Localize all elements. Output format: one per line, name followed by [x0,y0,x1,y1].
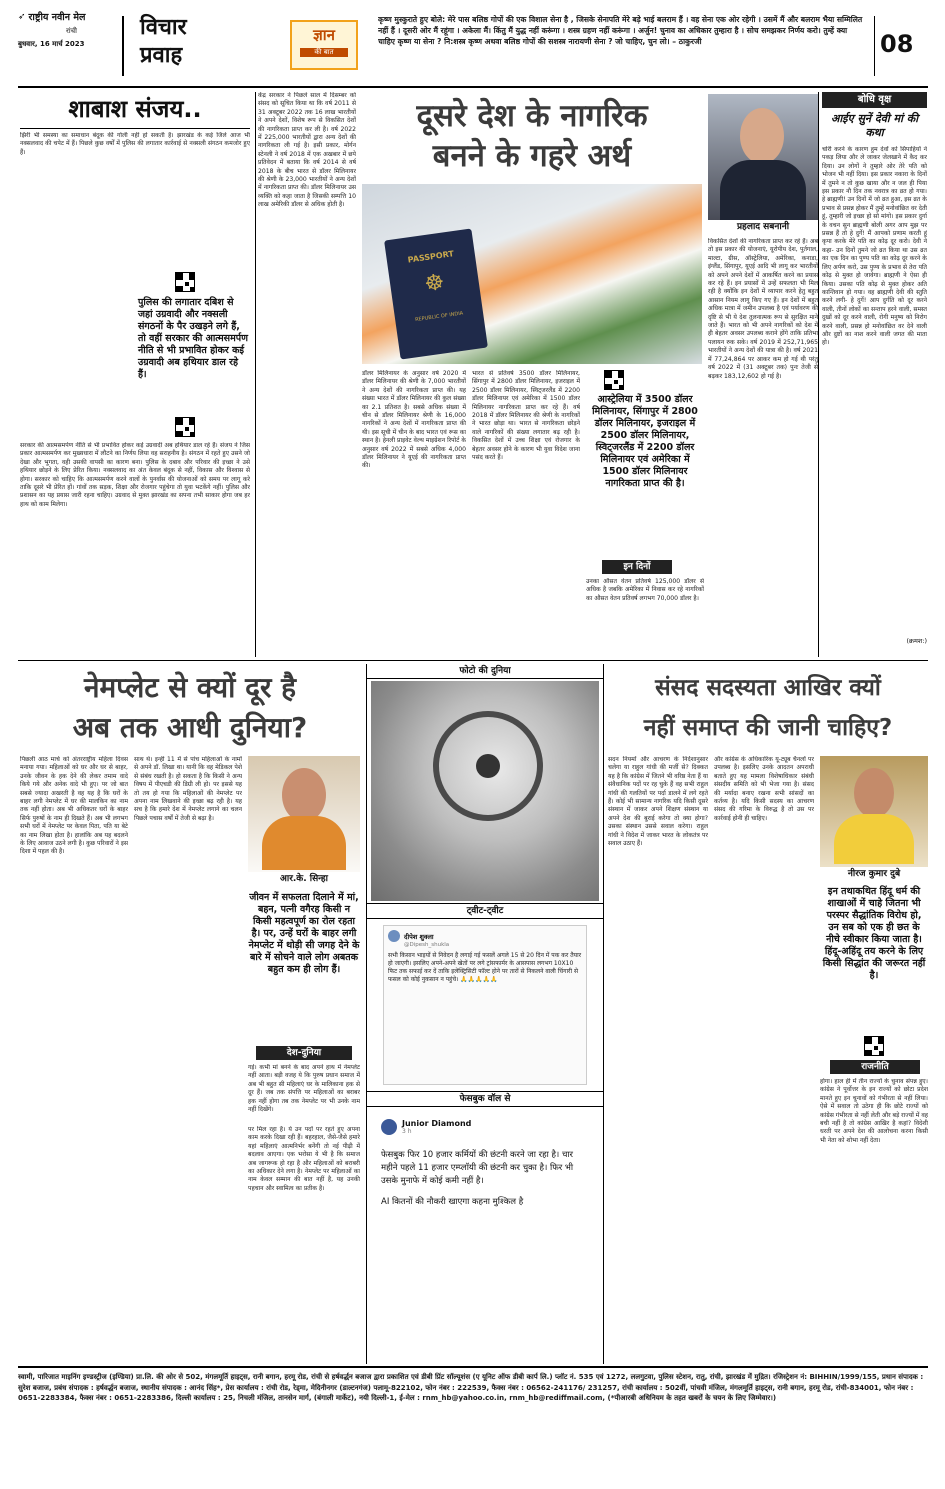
footer-rule [18,1366,928,1368]
rajneeti-label: राजनीति [830,1060,920,1074]
paper-logo [18,10,123,49]
tweet-card [383,925,587,1085]
tweet-handle: @Dipesh_shukla [404,942,450,948]
author-name-3: नीरज कुमार दुबे [820,867,928,881]
bird-icon: ➶ [18,11,26,22]
masthead-rule [18,86,928,88]
desh-duniya-label: देश-दुनिया [256,1046,352,1060]
gyan-badge [290,20,358,70]
author-photo-3 [820,756,928,881]
author-face-2 [282,768,326,822]
qr-code-2 [175,417,195,437]
bodh-continued: (क्रमश:) [906,637,927,645]
bodh-label: बोधि वृक्ष [822,92,927,108]
imprint-footer: स्वामी, पारिजात माइनिंग इण्डस्ट्रीज (इण्डिया) प्रा.लि. की ओर से 502, मंगलमूर्ति हाइट्स, रानी बगान, हरमू रोड, रांची से हर्षवर्द्धन बजाज द्वारा प्रकाशित एवं डीबी प्रिंट सॉल्यूशंस (ए यूनिट ऑफ डीबी कार्प लि.) प्लॉट नं. 535 एवं 1272, ललगुटवा, पुलिस स्टेशन, रातु, रांची, झारखंड में मुद्रित। रजिस्ट्रेशन नं: BIHHIN/1999/155, प्रधान संपादक : सुरेश बजाज, प्रबंध संपादक : हर्षवर्द्धन बजाज, स्थानीय संपादक : आनंद सिंह*, प्रेस कार्यालय : रांची रोड, रेड्मा, मेदिनीनगर (डाल्टनगंज) पलामू-822102, फोन नंबर : 222539, फैक्स नंबर : 06562-241176/ 231257, रांची कार्यालय : 502वीं, पांचवी मंजिल, मंगलमूर्ति हाइट्स, रानी बगान, हरमू रोड, रांची-834001, फोन नंबर : 0651-2283384, फैक्स नंबर : 0651-2283386, दिल्ली कार्यालय : 25, निचली मंजिल, तानसेन मार्ग, (बंगाली मार्केट), नयी दिल्ली-1, ई-मेल : rnm_hb@yahoo.co.in, rnm_hb@rediffmail.com, (*पीआरबी अधिनियम के तहत खबरों के चयन के लिए जिम्मेवार।) [18,1373,924,1402]
bodh-body: चोरी करने के कारण हुम देवों को सिपाहियों ने पकड़ लिया और ले जाकर जेलखाने में कैद कर दिया। उन लोगों ने तुम्हारे ओर तेरे पति को भोजन भी नहीं दिया। इस प्रकार नकारा के दिनों में तुमने न तो कुछ खाया और न जल ही पिया इस प्रकार नौ दिन तक नवरात्र का व्रत हो गया। हे ब्राह्मणी! उन दिनों में जो व्रत हुआ, इस व्रत के प्रभाव से प्रसन्न होकर मैं तुम्हें मनोवांछित वर देती हूं, तुम्हारी जो इच्छा हो सो मांगो। इस प्रकार दुर्गा के वचन सुन ब्राह्मणी बोली अगर आप मुझ पर प्रसन्न हैं तो हे दुर्गे! मैं आपको प्रणाम करती हूं कृपा करके मेरे पति का कोढ़ दूर करो। देवी ने कहा- उन दिनों तुमने जो व्रत किया था उस व्रत का एक दिन का पुण्य पति का कोढ़ दूर करने के लिए अर्पण करो, उस पुण्य के प्रभाव से तेरा पति कोढ़ से मुक्त हो जावेगा। ब्राह्मणी ने ऐसा ही किया। उसका पति कोढ़ से मुक्त होकर अति कान्तिवान हो गया। वह ब्राह्मणी देवी की स्तुति करने लगी- हे दुर्गे! आप दुर्गति को दूर करने वाली, तीनों लोकों का सन्ताप हरने वाली, समस्त दुखों को दूर करने वाली, रोगी मनुष्य को निरोग करने वाली, प्रसन्न हो मनोवांछित वर देने वाली और दुष्टों का नाश करने वाली जगत की माता हो। [822,146,927,347]
article4-col3: होगा। हाल ही में तीन राज्यों के चुनाव संपन्न हुए। कांग्रेस ने पूर्वोत्तर के इन राज्यों को छोटा प्रदेश मानते हुए इन चुनावों को गंभीरता से नहीं लिया। ऐसे में सवाल तो उठेगा ही कि छोटे राज्यों को कांग्रेस गंभीरता से नहीं लेती और बड़े राज्यों में वह बची नहीं है तो कांग्रेस आखिर है कहां? विदेशी धरती पर अपने देश की आलोचना करना किसी भी नेता को शोभा नहीं देता। [820,1078,928,1144]
headline-line2: अब तक आधी दुनिया? [72,711,308,744]
section-title [140,14,187,70]
section-title-line2: प्रवाह [140,43,183,68]
passport [384,228,488,359]
headline-line2: बनने के गहरे अर्थ [432,138,632,174]
article3-headline [20,668,360,748]
author-face [740,108,784,164]
passport-title: PASSPORT [407,249,455,265]
article3-pull-quote: जीवन में सफलता दिलाने में मां, बहन, पत्नी वगैरह किसी न किसी महत्वपूर्ण का रोल रहता है। पर, उन्हें घरों के बाहर लगी नेमप्लेट में थोड़ी सी जगह देने के बारे में सोचने वाले लोग अबतक बहुत कम ही लोग हैं। [248,892,360,975]
tweet-label: ट्वीट-ट्वीट [367,903,603,919]
article-shabash-sanjay [20,92,250,657]
article-title: शाबाश संजय.. [68,95,202,123]
headline-line1: नेमप्लेट से क्यों दूर है [83,671,297,704]
author-shirt-3 [834,814,914,864]
column-divider-2 [818,92,819,657]
article4-col1: सदन नियमों और आचरण के निर्देशानुसार चलेगा या राहुल गांधी की मर्जी से? दिक्कत यह है कि कांग्रेस में जितने भी वरिष्ठ नेता हैं या संवैधानिक पदों पर रह चुके हैं वह सभी राहुल गांधी की गलतियों पर पर्दा डालने में लगे रहते हैं। कोई भी सामान्य नागरिक यदि किसी दूसरे संस्थान में जाकर अपने शिक्षण संस्थान या अपने देश की बुराई करेगा तो क्या होगा? उसका संस्थान उससे सवाल करेगा। राहुल गांधी ने विदेश में जाकर भारत के लोकतंत्र पर सवाल उठाए हैं। [608,756,708,848]
city: रांची [66,27,77,35]
column-divider [255,92,256,657]
gyan-label: ज्ञान [313,26,335,44]
article-nagrik [258,92,818,657]
author-photo-2 [248,756,360,886]
qr-code-3 [604,370,624,390]
bodh-title: आईए सुनें देवी मां की कथा [830,112,919,139]
article2-col2: डॉलर मिलिनायर के अनुसार वर्ष 2020 में डॉलर मिलिनायर की श्रेणी के 7,000 भारतीयों ने अन्य देशों की नागरिकता प्राप्त की। यह संख्या भारत में डॉलर मिलिनायर की कुल संख्या का 2.1 प्रतिशत है। सबसे अधिक संख्या में चीन से डॉलर मिलिनायर श्रेणी के 16,000 नागरिकों ने अन्य देशों में नागरिकता प्राप्त की थी। इस सूची में चीन के बाद भारत एवं रूस का स्थान है। हेनली प्राइवेट वेल्थ माइग्रेशन रिपोर्ट के अनुसार वर्ष 2022 में सबसे अधिक 4,000 डॉलर मिलिनायर ने यूएई की नागरिकता प्राप्त की। [362,370,466,470]
page-number: 08 [880,30,914,58]
article-nameplate [20,664,360,1364]
article3-col4: पर मिल रहा है। ये उन पदों पर रहते हुए अपना काम करके दिखा रही हैं। बहरहाल, जैसे-जैसे हमारे यहां महिलाएं आत्मनिर्भर बनेंगी तो नई पीढ़ी में बदलाव आएगा। एक भरोसा ये भी है कि समाज अब जागरूक हो रहा है और महिलाओं को बराबरी का अधिकार देने लगा है। नेमप्लेट पर महिलाओं का नाम केवल सम्मान की बात नहीं है, यह उनकी पहचान और स्वामित्व का प्रतीक है। [248,1126,360,1192]
qr-code-4 [864,1036,884,1056]
masthead [0,0,945,90]
article2-col3-text: भारत से प्रतिवर्ष 3500 डॉलर मिलिनायर, सिंगापुर में 2800 डॉलर मिलिनायर, इजराइल में 2500 डॉलर मिलिनायर, स्विट्जरलैंड में 2200 डॉलर मिलिनायर एवं अमेरिका में 1500 डॉलर मिलिनायर नागरिकता प्राप्त कर रहे हैं। वर्ष 2018 में डॉलर मिलिनायर की श्रेणी के नागरिकों ने भारत छोड़ा था। भारत से नागरिकता छोड़ने वाले नागरिकों की संख्या लगातार बढ़ रही है। विकसित देशों में उच्च शिक्षा एवं रोजगार के बेहतर अवसर होने के कारण भी युवा विदेश जाना पसंद करते हैं। [472,370,580,462]
article2-col6: विकसित देशों की नागरिकता प्राप्त कर रहे हैं। अब तो इस प्रकार की योजनाएं, यूरोपीय देश, पुर्तगाल, माल्टा, ग्रीस, ऑस्ट्रेलिया, अमेरिका, कनाडा, इंग्लैंड, सिंगापुर, यूएई आदि भी लागू कर भारतीयों को अपने अपने देशों में आकर्षित करने का प्रयास कर रहे हैं। इन प्रयासों में उन्हें सफलता भी मिल रही है क्योंकि इन देशों में व्यापार करने हेतु बहुत आसान नियम लागू किए गए हैं। इन देशों में बहुत अधिक मात्रा में जमीन उपलब्ध है एवं पर्यावरण की दृष्टि से भी ये देश तुलनात्मक रूप से सुरक्षित माने जाते हैं। भारत को भी अपने नागरिकों को देश में ही बेहतर अवसर उपलब्ध कराने होंगे ताकि प्रतिभा पलायन रुक सके। वर्ष 2019 में 252,71,965 भारतीयों ने अन्य देशों की यात्रा की है। वर्ष 2021 में 77,24,864 पर आकर कम हो गई थी परंतु वर्ष 2022 में (31 अक्टूबर तक) पुनः तेजी से बढ़कर 183,12,602 हो गई है। [708,238,818,380]
article2-col4b: उनका औसत वेतन प्रतिवर्ष 125,000 डॉलर से अधिक है जबकि अमेरिका में निवास कर रहे नागरिकों का औसत वेतन प्रतिवर्ष लगभग 70,000 डॉलर है। [586,578,704,602]
tweet-text: सभी किसान भाइयों से निवेदन है लगाई गई फसलें अगले 15 से 20 दिन में पक कर तैयार हो जाएगी। इसलिए अपने-अपने खेतों पर लगे ट्रांसफार्मर के आसपास लगभग 10X10 फिट तक सफाई कर दें ताकि इलेक्ट्रिसिटी फॉल्ट होने पर तारों से निकलने वाली चिंगारी से फसल को कोई नुकसान न पहुंचे। 🙏🙏🙏🙏🙏 [388,952,582,983]
author-suit [720,160,806,220]
fb-time: 3 h [402,1128,412,1135]
author-name: प्रहलाद सबनानी [708,220,818,234]
emblem-icon: ☸ [423,269,447,298]
section-rule [18,660,928,661]
headline-line2: नहीं समाप्त की जानी चाहिए? [643,715,893,741]
paper-name: राष्ट्रीय नवीन मेल [28,12,86,23]
author-shirt [262,816,346,870]
issue-date: बुधवार, 16 मार्च 2023 [18,40,85,48]
fb-text-2: AI कितनों की नौकरी खाएगा कहना मुश्किल है [381,1197,524,1207]
article-lead: झिरी भी समस्या का समाधान बंदूक की गोली नहीं हो सकती है। झारखंड के कई जिले आज भी नक्सलवाद की चपेट में हैं। पिछले कुछ वर्षों में पुलिस की लगातार कार्रवाई से नक्सली संगठन कमजोर हुए हैं। [20,132,250,156]
author-name-2: आर.के. सिन्हा [248,872,360,886]
article2-headline [362,96,702,176]
author-photo [708,94,818,234]
article4-col2: और कांग्रेस के अधिकारिक यू-ट्यूब चैनलों पर उपलब्ध है। इसलिए उनके आदतन अपराधी बताते हुए यह मामला विशेषाधिकार संबंधी संसदीय समिति को भी भेजा गया है। संसद की मर्यादा बनाए रखना सभी सांसदों का कर्तव्य है। यदि किसी सदस्य का आचरण संसद की गरिमा के विरुद्ध है तो उस पर कार्रवाई होनी ही चाहिए। [714,756,814,822]
masthead-divider [122,16,124,76]
article4-pull-quote: इन तथाकथित हिंदू धर्म की शाखाओं में चाहे जितना भी परस्पर सैद्धांतिक विरोध हो, उन सब को एक ही छत के नीचे स्वीकार किया जाता है। हिंदू-अहिंदू तय करने के लिए किसी सिद्धांत की जरूरत नहीं है। [822,886,926,981]
fan-hub [476,754,500,778]
headline-line1: संसद सदस्यता आखिर क्यों [655,675,881,701]
pull-quote: पुलिस की लगातार दबिश से जहां उग्रवादी और नक्सली संगठनों के पैर उखड़ने लगे हैं, तो वहीं सरकार की आत्मसमर्पण नीति से भी प्रभावित होकर कई उग्रवादी अब हथियार डाल रहे हैं। [138,297,249,380]
facebook-card [377,1115,593,1355]
section-title-line1: विचार [140,15,187,40]
quote-divider [874,16,875,76]
passport-sub: REPUBLIC OF INDIA [414,310,464,324]
facebook-label: फेसबुक वॉल से [367,1091,603,1107]
tweet-avatar [388,930,400,942]
qr-code [175,272,195,292]
article2-col1: केंद्र सरकार ने पिछले साल में दिसम्बर को संसद को सूचित किया था कि वर्ष 2011 से 31 अक्टूबर 2022 तक 16 लाख भारतीयों ने अपने देशों, विशेष रूप से विकसित देशों की नागरिकता प्राप्त कर ली है। वर्ष 2022 में 225,000 भारतीयों द्वारा अन्य देशों की नागरिकता ली गई है। इसी प्रकार, मोर्गन स्टेनली ने वर्ष 2018 में एक अखबार में छपे प्रतिवेदन में बताया कि वर्ष 2014 से वर्ष 2018 के बीच भारत से डॉलर मिलिनायर की श्रेणी के 23,000 भारतीयों ने अन्य देशों में नागरिकता प्राप्त की। डॉलर मिलिनायर उस व्यक्ति को कहा जाता है जिसकी सम्पत्ति 10 लाख अमेरिकी डॉलर से अधिक होती है। [258,92,356,209]
article3-col3: गई। कभी मां बनने के बाद अपने हाथ में नेमप्लेट नहीं आता। बड़ी वजह ये कि पुरुष प्रधान समाज में अब भी बहुत सी महिलाएं घर के मालिकाना हक से दूर हैं। जब तक संपत्ति पर महिलाओं का बराबर हक नहीं होगा तब तक नेमप्लेट पर भी उनके नाम नहीं दिखेंगे। [248,1064,360,1114]
thakurji-quote: कृष्ण मुस्कुराते हुए बोले: मेरे पास बलिष्ठ गोपों की एक विशाल सेना है , जिसके सेनापति मेरे बड़े भाई बलराम हैं । वह सेना एक ओर रहेगी । उसमें मैं और बलराम भैया सम्मिलित नहीं हैं । दूसरी ओर मैं रहूंगा । अकेला मैं। किंतु मैं युद्ध नहीं करूंगा । शस्त्र ग्रहण नहीं करूंगा । अर्जुन! चुनाव का अधिकार तुम्हारा है । सोच समझकर निर्णय करो। तुम्हें क्या चाहिए कृष्ण या सेना ? नि:शस्त्र कृष्ण अथवा बलिष्ठ गोपों की सशस्त्र नारायणी सेना ? जो चाहिए, चुन लो। – ठाकुरजी [378,15,863,46]
author-face-3 [854,768,894,818]
fan-photo [371,681,599,901]
fb-avatar [381,1119,397,1135]
bodh-vriksh [822,92,927,657]
article-body: सरकार की आत्मसमर्पण नीति से भी प्रभावित होकर कई उग्रवादी अब हथियार डाल रहे हैं। संजय ने जिस प्रकार आत्मसमर्पण कर मुख्यधारा में लौटने का निर्णय लिया वह सराहनीय है। संगठन में रहते हुए उसने जो देखा और भुगता, वही उसकी वापसी का कारण बना। पुलिस के दबाव और परिवार की इच्छा ने उसे हथियार छोड़ने के लिए प्रेरित किया। नक्सलवाद का अंत केवल बंदूक से नहीं, विकास और विश्वास से होगा। सरकार को चाहिए कि आत्मसमर्पण करने वालों के पुनर्वास की योजनाओं को समय पर लागू करे ताकि दूसरे भी प्रेरित हों। गांवों तक सड़क, शिक्षा और रोजगार पहुंचेगा तो युवा भटकेंगे नहीं। पुलिस और प्रशासन का यह प्रयास जारी रहना चाहिए। उग्रवाद से मुक्त झारखंड का सपना तभी साकार होगा जब हर हाथ को काम मिलेगा। [20,442,250,508]
article3-col1: पिछली आठ मार्च को अंतरराष्ट्रीय महिला दिवस मनाया गया। महिलाओं को घर और घर से बाहर, उनके जीवन के हक देने की लेकर तमाम वादे किये गये और अनेक वादे भी हुए। पर जो बात सबसे ज्यादा अखरती है वह यह है कि घरों के बाहर लगी नेमप्लेट में घर की मालकिन का नाम तक नहीं होता। अब भी अधिकतर घरों के बाहर सिर्फ पुरुषों के नाम ही दिखते हैं। अब भी लगभग सभी घरों में नेमप्लेट पर केवल पिता, पति या बेटे का नाम लिखा होता है। हालांकि अब यह बदलने के लिए आवाज उठने लगी है। कुछ परिवारों ने इस दिशा में पहल की है। [20,756,128,856]
headline-line1: दूसरे देश के नागरिक [416,98,648,134]
title-rule [20,128,250,129]
gyan-sub: की बात [300,48,348,57]
fb-user: Junior Diamond [402,1119,472,1128]
article-sansad [608,664,928,1364]
article4-headline [608,668,928,748]
article2-pull-quote: आस्ट्रेलिया में 3500 डॉलर मिलिनायर, सिंगापुर में 2800 डॉलर मिलिनायर, इजराइल में 2500 डॉलर मिलिनायर, स्विट्जरलैंड में 2200 डॉलर मिलिनायर एवं अमेरिका में 1500 डॉलर मिलिनायर नागरिकता प्राप्त की है। [592,394,698,489]
in-dino-label: इन दिनों [602,560,672,574]
photo-duniya-label: फोटो की दुनिया [367,664,603,679]
photo-tweet-column [366,664,604,1364]
fb-text: फेसबुक फिर 10 हजार कर्मियों की छंटनी करने जा रहा है। चार महीने पहले 11 हजार एम्प्लॉयी की छंटनी कर चुका है। फिर भी उसके मुनाफे में कोई कमी नहीं है। [381,1150,574,1186]
tweet-user: दीपेश शुक्ला [404,932,434,941]
article3-col2: साथ थे। इन्हीं 11 में से पांच महिलाओं के नामों से अपने डॉ. लिखा था। यानी कि वह मेडिकल पेशे से संबंध रखती है। हो सकता है कि किसी ने अन्य विषय में पीएचडी की डिग्री ली हो। पर इससे यह तो तय हो गया कि महिलाओं की नेमप्लेट पर अपना नाम लिखवाने की इच्छा बढ़ रही है। यह सच है कि हमारे देश में नेमप्लेट लगाने का चलन पिछले पचास वर्षों में तेजी से बढ़ा है। [134,756,242,822]
passport-flag-photo [362,184,702,364]
